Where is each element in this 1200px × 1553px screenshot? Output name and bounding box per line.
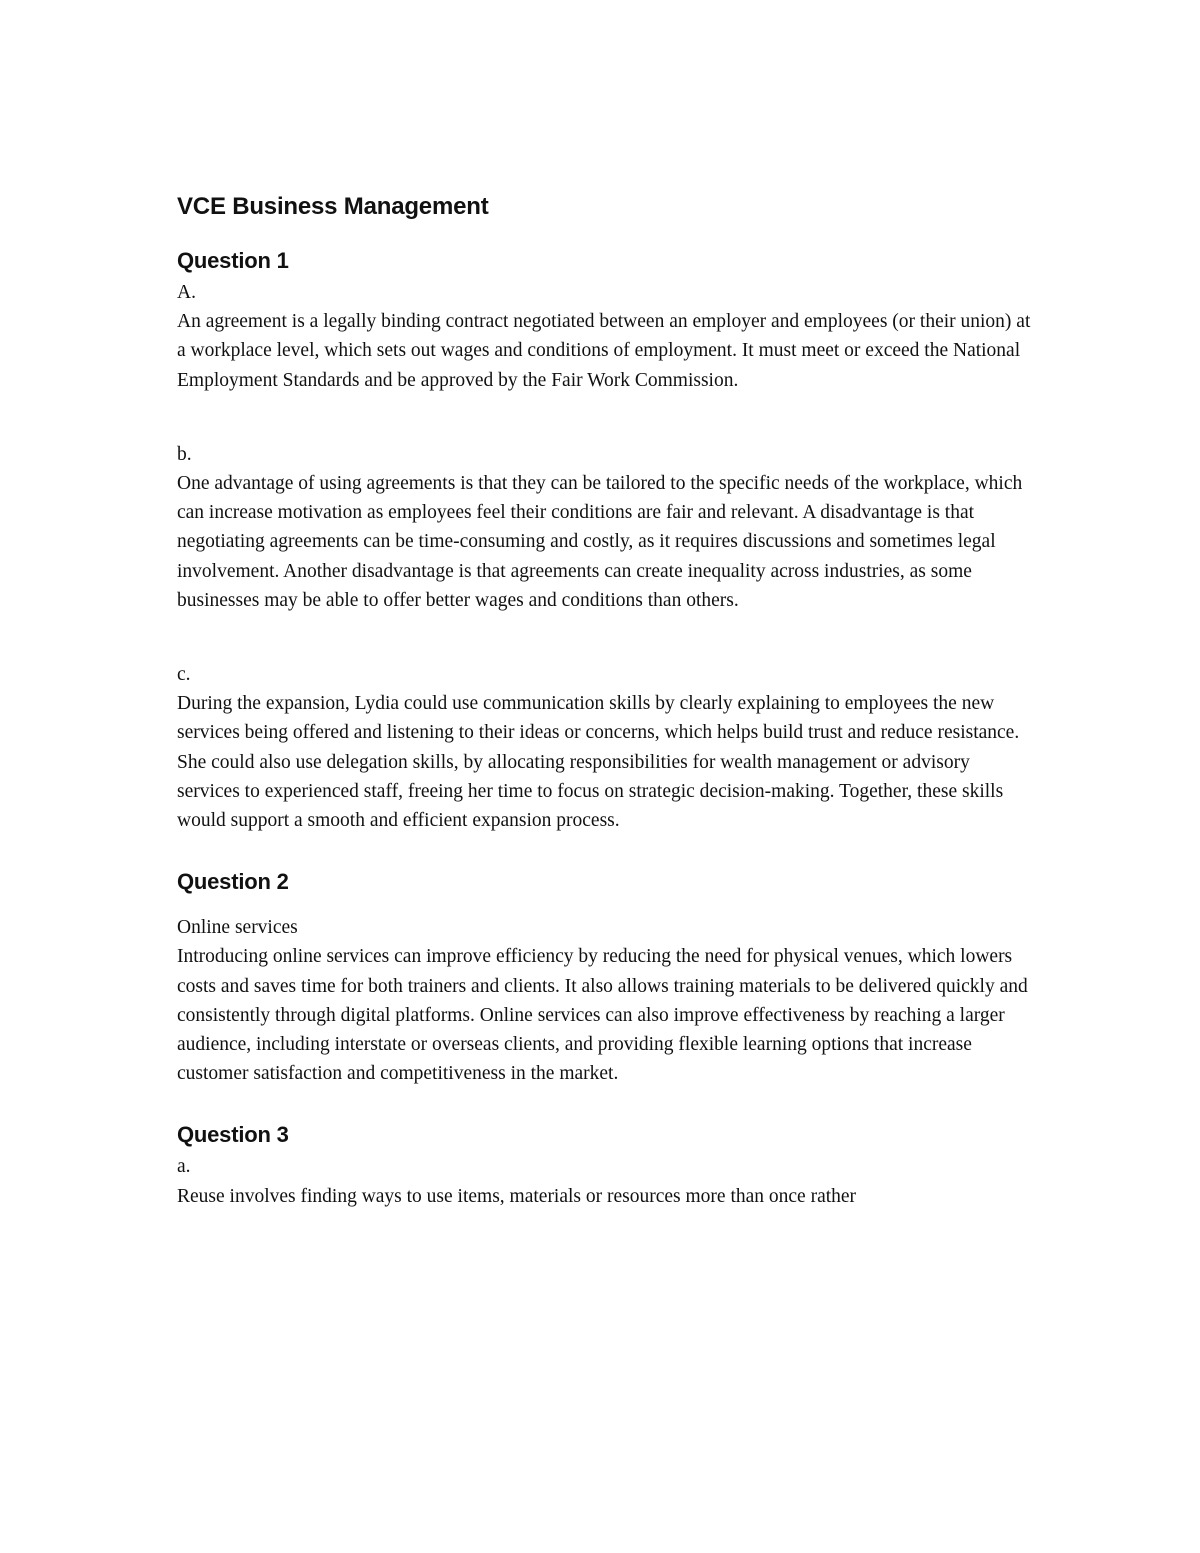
question-1-part-c-label: c. [177,664,191,686]
question-1-part-a-label: A. [177,282,196,303]
question-1-part-c-answer: During the expansion, Lydia could use communication skills by clearly explaining to employees the new services being offered and listening to their ideas or concerns, which helps build trust and reduce resistance. She could also use delegation skills, by allocating responsibilities for wealth management or advisory services to experienced staff, freeing her time to focus on strategic decision-making. Together, these skills would support a smooth and efficient expansion process. [177,693,1020,832]
document-title: VCE Business Management [177,193,489,220]
question-3-part-a-answer: Reuse involves finding ways to use items, materials or resources more than once rather [177,1185,857,1207]
document-content [177,188,1037,1211]
spacer [177,835,1037,865]
question-1-part-b-label: b. [177,443,192,465]
question-1-heading: Question 1 [177,248,289,273]
question-1-part-a-answer: An agreement is a legally binding contract negotiated between an employer and employees (or their union) at a workplace level, which sets out wages and conditions of employment. It must meet or exceed the National Employment Standards and be approved by the Fair Work Commission. [177,311,1031,391]
question-2-heading: Question 2 [177,869,289,895]
spacer [177,899,1037,913]
question-2-subheading: Online services [177,917,298,939]
spacer [177,615,1037,660]
question-2-answer: Introducing online services can improve efficiency by reducing the need for physical venues, which lowers costs and saves time for both trainers and clients. It also allows training materials to be delivered quickly and consistently through digital platforms. Online services can also improve effectiveness by reaching a larger audience, including interstate or overseas clients, and providing flexible learning options that increase customer satisfaction and competitiveness in the market. [177,946,1028,1085]
spacer [177,395,1037,440]
question-1-part-b-answer: One advantage of using agreements is that they can be tailored to the specific needs of the workplace, which can increase motivation as employees feel their conditions are fair and relevant. A disadvantage is that negotiating agreements can be time-consuming and costly, as it requires discussions and sometimes legal involvement. Another disadvantage is that agreements can create inequality across industries, as some businesses may be able to offer better wages and conditions than others. [177,473,1023,611]
question-3-part-a-label: a. [177,1156,191,1178]
question-3-heading: Question 3 [177,1122,289,1148]
spacer [177,1088,1037,1118]
